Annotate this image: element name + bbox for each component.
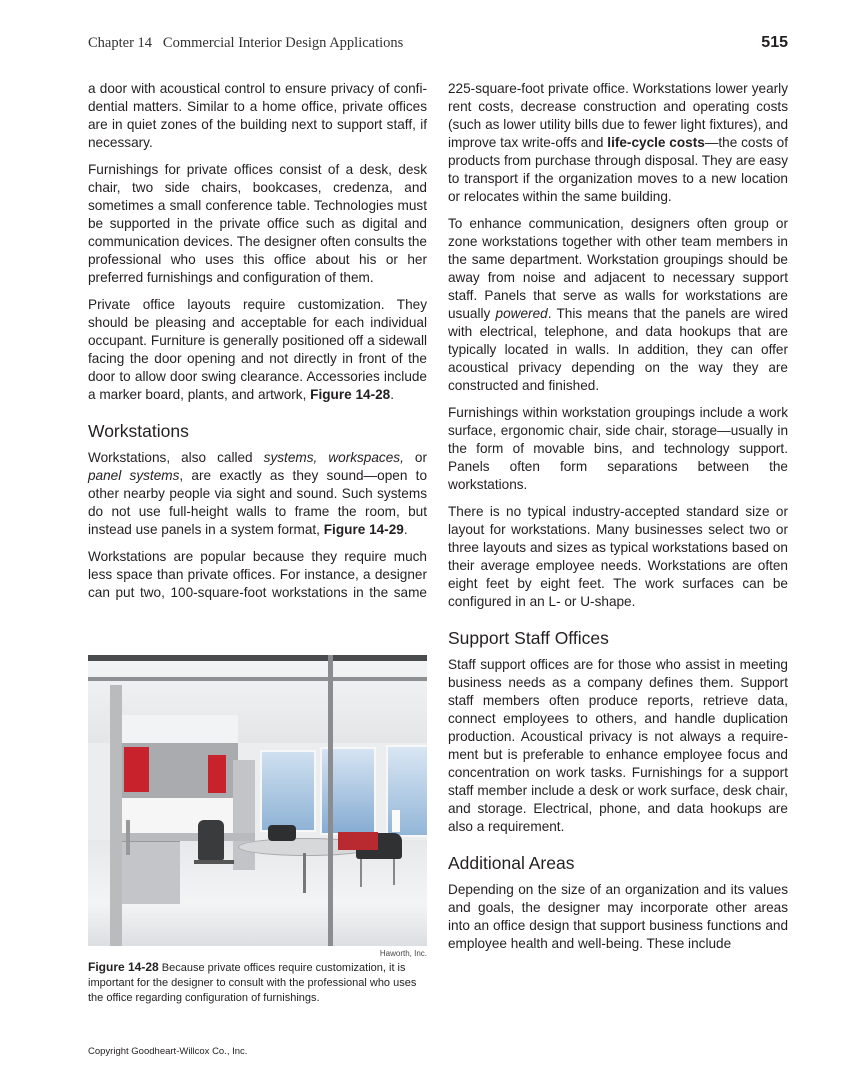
window <box>260 750 316 832</box>
tall-cabinet <box>233 760 255 870</box>
paragraph: Workstations are popular because they require much less space than private offices. For instance, a designer can put two, 100-square-foot workstations in the same <box>88 549 427 600</box>
credenza <box>338 832 378 850</box>
table-leg <box>303 853 306 893</box>
italic-term: powered <box>495 306 548 321</box>
red-shelf-accent <box>124 747 149 792</box>
side-chair-leg <box>393 859 395 885</box>
paragraph: Furnishings for private offices consist of a desk, desk chair, two side chairs, bookcases, credenza, and sometimes a small conference table. Technologies must be supported in the private office such as digital and communication devices. The designer often consults the professional who uses this office about his or her preferred furnishings and configuration of them. <box>88 162 427 285</box>
desk-surface <box>110 833 255 841</box>
paragraph: a door with acoustical control to ensure privacy of confidential matters. Similar to a home office, private offices are in quiet zones of the building next to support staff, if necessary. <box>88 81 427 150</box>
glass-frame <box>88 677 427 681</box>
photo-credit: Haworth, Inc. <box>379 949 427 958</box>
desk-chair-base <box>194 860 234 864</box>
right-column <box>448 80 788 962</box>
text: . <box>403 522 408 537</box>
paragraph <box>88 449 427 539</box>
section-heading-additional-areas: Additional Areas <box>448 853 575 873</box>
text: 225-square-foot private office. Workstations lower yearly rent costs, decrease construction and operating costs (such as lower utility bills due to fewer light fixtures), and improve tax write-offs and <box>448 81 788 150</box>
figure-reference[interactable]: Figure 14-28 <box>310 387 391 402</box>
text: Private office layouts require customization. They should be pleasing and acceptable for each individual occupant. Furniture is generally positioned off a sidewall facing the door opening and not directly in front of the door to allow door swing clearance. Accessories include a marker board, plants, and artwork, <box>88 297 427 402</box>
text: , are exactly as they sound—open to other nearby people via sight and sound. Such systems do not use full-height walls to frame the room, but instead use panels in a system format, <box>88 468 428 537</box>
glass-frame <box>88 655 427 661</box>
text: . This means that the panels are wired with electrical, telephone, and data hookups that are typically located in walls. In addition, they can offer acoustical privacy depending on the way they are constructed and finished. <box>448 306 789 393</box>
text: To enhance communication, designers often group or zone workstations together with other team members in the same department. Workstation groupings should be away from noise and adjacent to necessary support staff. Panels that serve as walls for workstations are usually <box>448 216 788 321</box>
glass-frame <box>328 655 333 946</box>
left-column <box>88 80 427 611</box>
vase <box>392 810 400 832</box>
figure-reference[interactable]: Figure 14-29 <box>323 522 404 537</box>
glass-frame <box>110 685 122 946</box>
figure-14-28-photo <box>88 655 427 946</box>
paragraph <box>88 296 427 404</box>
text: —the costs of products from purchase through disposal. They are easy to transport if the organization moves to a new location or relocates within the same building. <box>448 135 788 204</box>
text: . <box>390 387 395 402</box>
paragraph <box>448 80 788 206</box>
italic-term: systems, workspaces, <box>263 450 404 465</box>
side-chair-leg <box>360 859 362 887</box>
running-head <box>88 35 788 55</box>
paragraph <box>448 215 788 395</box>
section-heading-workstations: Workstations <box>88 421 189 441</box>
paragraph: Depending on the size of an organization and its values and goals, the designer may incorporate other areas into an office design that support business functions and employee health and well-being. These include <box>448 882 788 951</box>
paragraph: Staff support offices are for those who assist in meeting business needs as a company defines them. Support staff members often produce reports, retrieve data, connect employees to others, and handle duplication production. Acoustical privacy is not always a requirement but is preferable to enhance employee focus and concentration on work tasks. Furnishings for a support staff member include a desk or work surface, desk chair, and storage. Electrical, phone, and data hookups are also a requirement. <box>448 657 788 834</box>
italic-term: panel systems <box>88 468 180 483</box>
caption-text: Because private offices require customization, it is important for the designer to consult with the professional who uses the office regarding configuration of furnishings. <box>88 962 417 1004</box>
text: or <box>403 450 427 465</box>
side-chair <box>268 825 296 841</box>
figure-caption <box>88 960 427 1006</box>
red-shelf-accent <box>208 755 226 793</box>
figure-label: Figure 14-28 <box>88 960 159 974</box>
text: Workstations, also called <box>88 450 264 465</box>
copyright-footer: Copyright Goodheart-Willcox Co., Inc. <box>88 1046 248 1057</box>
door-handle <box>126 820 130 855</box>
section-heading-support-staff-offices: Support Staff Offices <box>448 628 609 648</box>
page-number: 515 <box>761 34 788 51</box>
desk-chair <box>198 820 224 860</box>
paragraph: There is no typical industry-accepted standard size or layout for workstations. Many businesses select two or three layouts and sizes as typical workstations based on their average employee needs. Workstations are often eight feet by eight feet. The work surfaces can be configured in an L- or U-shape. <box>448 504 788 609</box>
chapter-title: Chapter 14 Commercial Interior Design Applications <box>88 35 404 51</box>
key-term: life-cycle costs <box>607 135 705 150</box>
paragraph: Furnishings within workstation groupings include a work surface, ergonomic chair, side chair, storage—usually in the form of movable bins, and technology support. Panels often form separations between the workstations. <box>448 405 788 492</box>
